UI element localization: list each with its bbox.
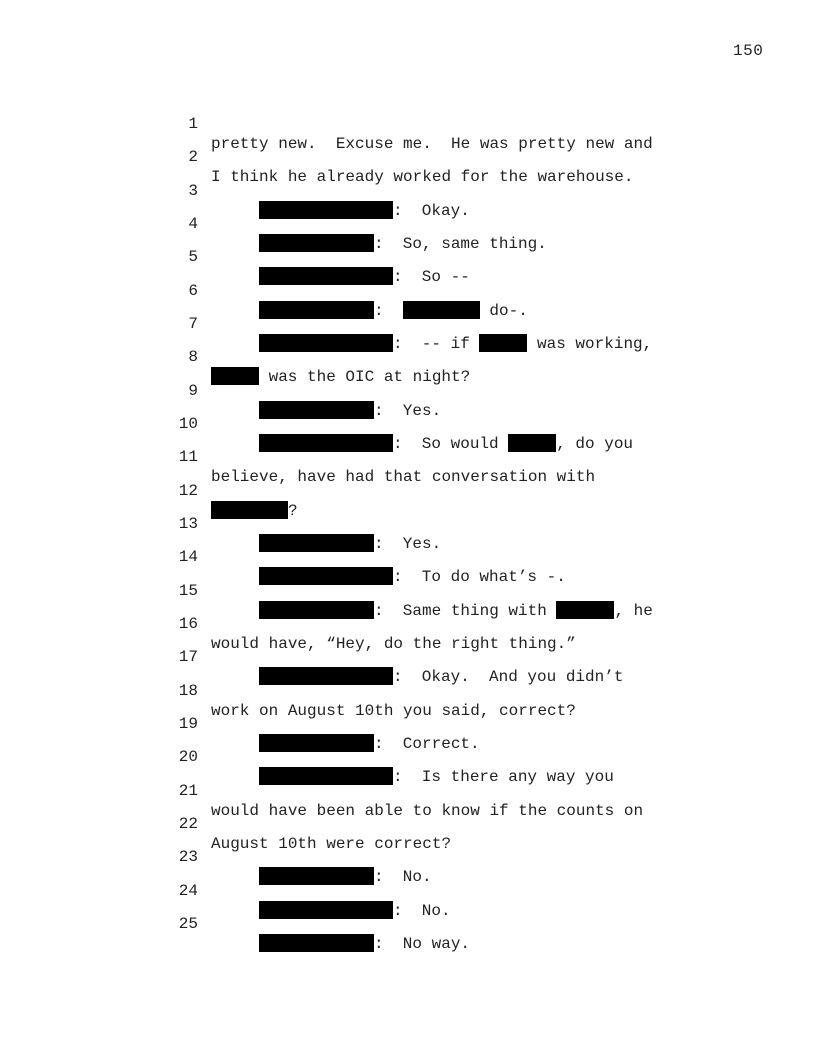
line-number: 11: [178, 448, 198, 466]
redaction-box: [259, 767, 393, 785]
line-text: : Yes.: [374, 535, 442, 553]
redaction-box: [259, 401, 374, 419]
line-number: 3: [188, 182, 198, 200]
redaction-box: [259, 434, 393, 452]
line-number: 15: [178, 582, 198, 600]
line-text: : No.: [393, 902, 451, 920]
line-text: do-.: [479, 302, 528, 320]
line-text: : Is there any way you: [393, 768, 614, 786]
line-text: work on August 10th you said, correct?: [211, 702, 576, 720]
redaction-box: [259, 901, 393, 919]
line-number: 4: [188, 215, 198, 233]
line-text: , he: [614, 602, 653, 620]
redaction-box: [479, 334, 527, 352]
line-text: was working,: [527, 335, 653, 353]
redaction-box: [259, 601, 374, 619]
transcript-line: [0, 461, 298, 520]
line-text: : Correct.: [374, 735, 480, 753]
redaction-box: [259, 867, 374, 885]
redaction-box: [556, 601, 614, 619]
redaction-box: [259, 301, 374, 319]
line-text: August 10th were correct?: [211, 835, 452, 853]
line-number: 23: [178, 848, 198, 866]
redaction-box: [259, 201, 393, 219]
transcript-line: [0, 494, 442, 553]
line-text: : Yes.: [374, 402, 442, 420]
line-text: pretty new. Excuse me. He was pretty new and: [211, 135, 653, 153]
line-text: : So would: [393, 435, 509, 453]
line-number: 5: [188, 248, 198, 266]
line-text: : So, same thing.: [374, 235, 547, 253]
line-number: 24: [178, 882, 198, 900]
line-number: 8: [188, 348, 198, 366]
line-text: : To do what’s -.: [393, 568, 566, 586]
line-text: : -- if: [393, 335, 480, 353]
line-text: I think he already worked for the warehouse.: [211, 168, 634, 186]
redaction-box: [259, 934, 374, 952]
redaction-box: [508, 434, 556, 452]
transcript-line: [0, 94, 653, 153]
line-number: 10: [178, 415, 198, 433]
line-text: believe, have had that conversation with: [211, 468, 596, 486]
line-text: : Okay. And you didn’t: [393, 668, 624, 686]
redaction-box: [403, 301, 480, 319]
line-number: 2: [188, 148, 198, 166]
redaction-box: [211, 367, 259, 385]
redaction-box: [211, 501, 288, 519]
redaction-box: [259, 234, 374, 252]
line-number: 22: [178, 815, 198, 833]
line-text: : Same thing with: [374, 602, 557, 620]
line-number: 21: [178, 782, 198, 800]
line-number: 17: [178, 648, 198, 666]
line-number: 7: [188, 315, 198, 333]
redaction-box: [259, 734, 374, 752]
line-text: : Okay.: [393, 202, 470, 220]
transcript-line: [0, 894, 471, 953]
line-text: : So --: [393, 268, 470, 286]
line-number: 9: [188, 382, 198, 400]
line-number: 20: [178, 748, 198, 766]
line-number: 1: [188, 115, 198, 133]
line-number: 18: [178, 682, 198, 700]
line-number: 14: [178, 548, 198, 566]
line-text: would have been able to know if the counts on: [211, 802, 644, 820]
transcript-line: [0, 861, 451, 920]
line-text: : No.: [374, 868, 432, 886]
line-number: 12: [178, 482, 198, 500]
line-text: was the OIC at night?: [259, 368, 471, 386]
line-number: 16: [178, 615, 198, 633]
redaction-box: [259, 334, 393, 352]
line-number: 13: [178, 515, 198, 533]
line-text: ?: [288, 502, 298, 520]
line-text: would have, “Hey, do the right thing.”: [211, 635, 576, 653]
line-number: 6: [188, 282, 198, 300]
line-number: 25: [178, 915, 198, 933]
line-text: : No way.: [374, 935, 471, 953]
page-number: 150: [733, 42, 764, 60]
redaction-box: [259, 267, 393, 285]
redaction-box: [259, 567, 393, 585]
line-text: , do you: [556, 435, 634, 453]
line-text: :: [374, 302, 403, 320]
redaction-box: [259, 667, 393, 685]
line-number: 19: [178, 715, 198, 733]
redaction-box: [259, 534, 374, 552]
